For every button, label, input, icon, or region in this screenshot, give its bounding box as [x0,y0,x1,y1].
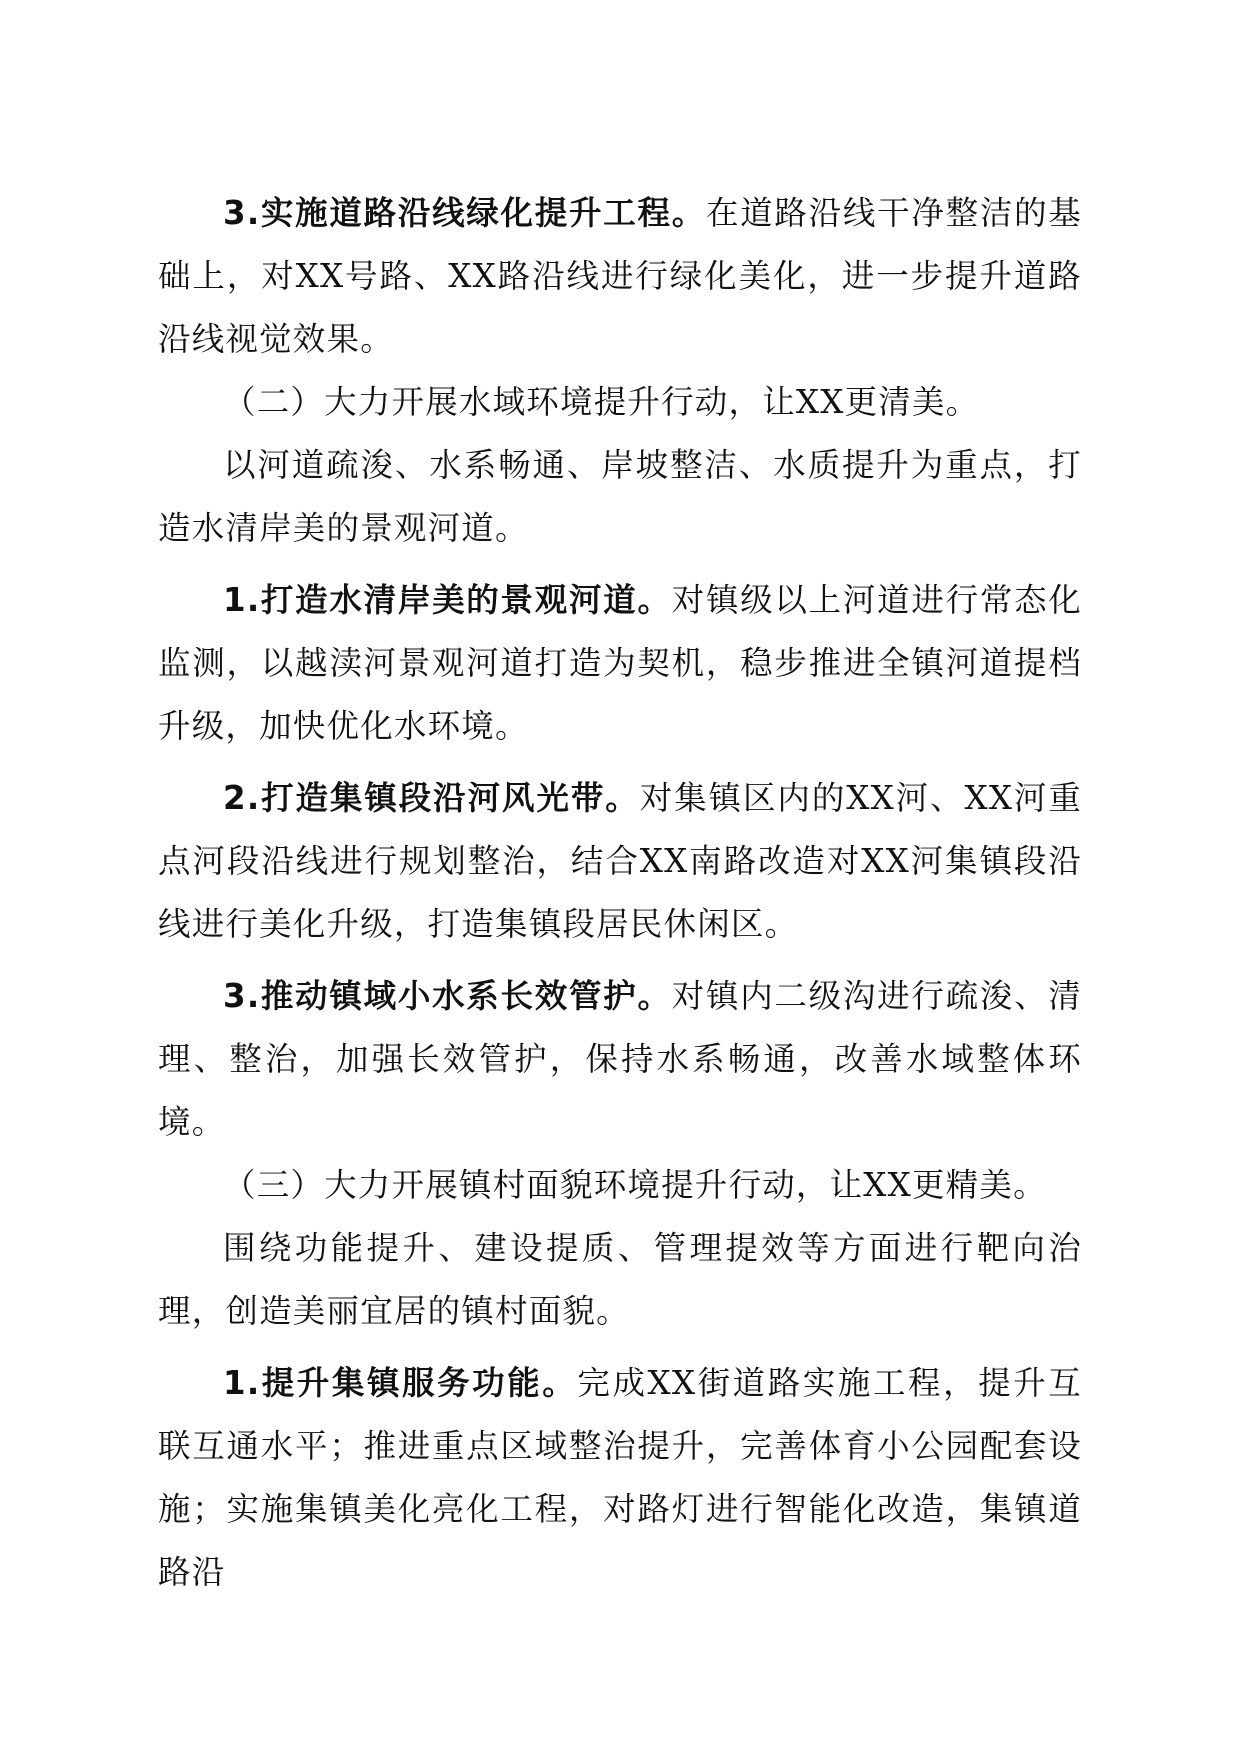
paragraph-lead-heading: 3.推动镇域小水系长效管护。 [223,977,672,1015]
document-body [158,182,1082,1604]
paragraph-lead-heading: 1.打造水清岸美的景观河道。 [223,581,672,619]
paragraph-greening-project [158,182,1082,371]
paragraph-town-services [158,1352,1082,1604]
paragraph-lead-heading: 3.实施道路沿线绿化提升工程。 [223,194,706,232]
paragraph-text: 在道路沿线干净整洁的基础上，对XX号路、XX路沿线进行绿化美化，进一步提升道路沿线视觉效果。 [158,194,1082,358]
paragraph-text: 以河道疏浚、水系畅通、岸坡整洁、水质提升为重点，打造水清岸美的景观河道。 [158,446,1082,547]
paragraph-text: 对集镇区内的XX河、XX河重点河段沿线进行规划整治，结合XX南路改造对XX河集镇段沿线进行美化升级，打造集镇段居民休闲区。 [158,779,1082,943]
paragraph-text: 对镇级以上河道进行常态化监测，以越渎河景观河道打造为契机，稳步推进全镇河道提档升级，加快优化水环境。 [158,581,1082,745]
paragraph-riverside-belt [158,767,1082,956]
paragraph-scenic-river [158,569,1082,758]
paragraph-water-intro [158,434,1082,560]
paragraph-lead-heading: 2.打造集镇段沿河风光带。 [223,779,640,817]
section-heading-text: （二）大力开展水域环境提升行动，让XX更清美。 [223,383,980,421]
paragraph-water-maintenance [158,965,1082,1154]
paragraph-town-intro [158,1217,1082,1343]
section-heading-water [158,371,1082,434]
paragraph-text: 完成XX街道路实施工程，提升互联互通水平；推进重点区域整治提升，完善体育小公园配套设施；实施集镇美化亮化工程，对路灯进行智能化改造，集镇道路沿 [158,1364,1082,1591]
paragraph-text: 对镇内二级沟进行疏浚、清理、整治，加强长效管护，保持水系畅通，改善水域整体环境。 [158,977,1082,1141]
paragraph-text: 围绕功能提升、建设提质、管理提效等方面进行靶向治理，创造美丽宜居的镇村面貌。 [158,1229,1082,1330]
section-heading-town [158,1154,1082,1217]
paragraph-lead-heading: 1.提升集镇服务功能。 [223,1364,578,1402]
section-heading-text: （三）大力开展镇村面貌环境提升行动，让XX更精美。 [223,1166,1047,1204]
